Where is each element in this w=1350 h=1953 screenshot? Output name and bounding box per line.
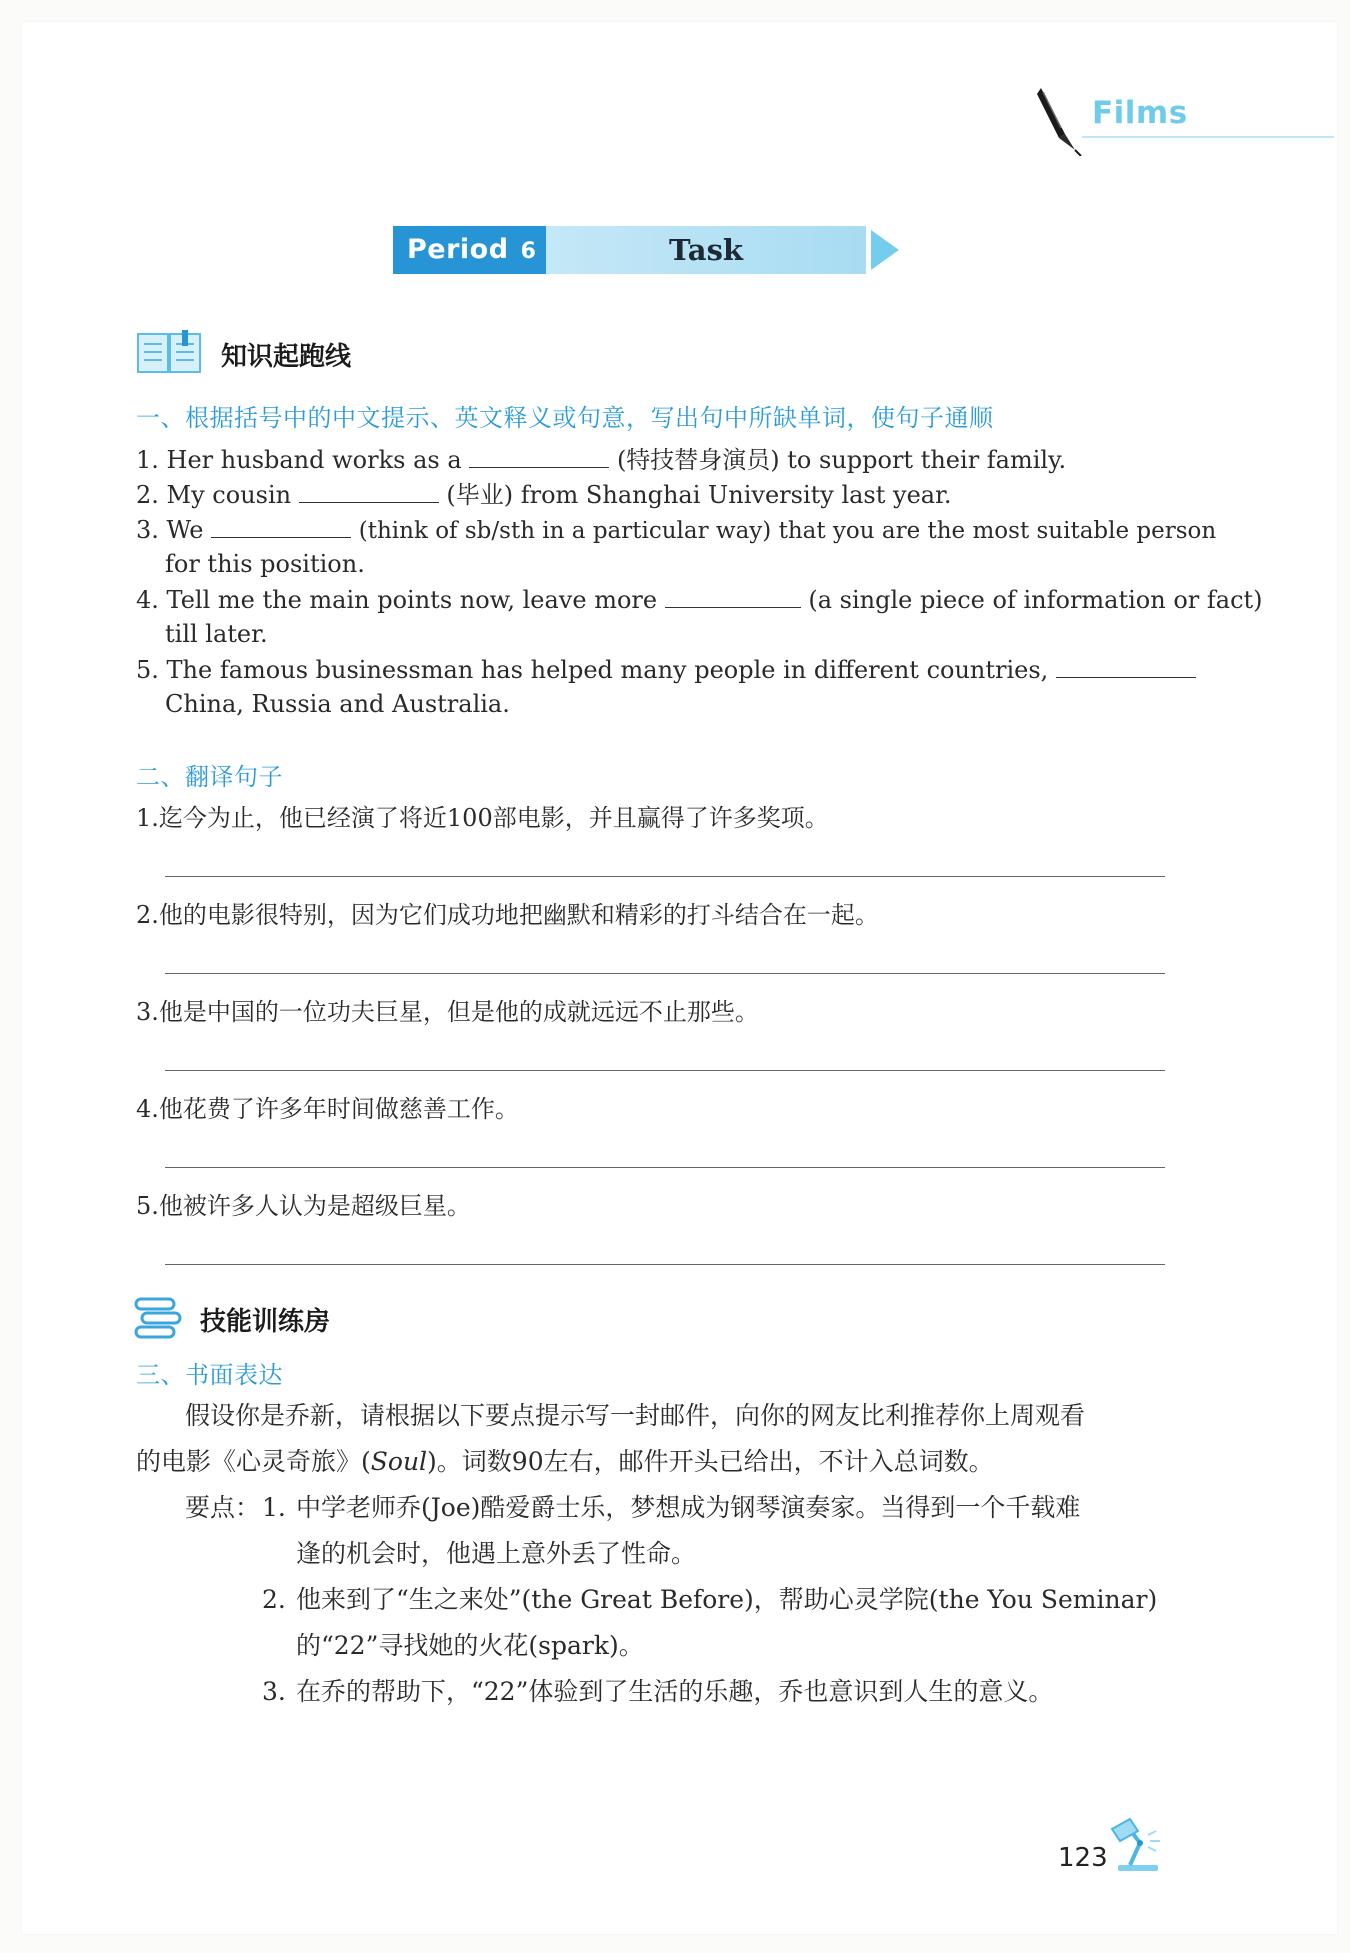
translate-item-4	[136, 1094, 519, 1124]
translate-item-3	[136, 997, 759, 1027]
section-title-knowledge: 知识起跑线	[221, 342, 352, 372]
desk-lamp-icon	[1108, 1815, 1166, 1873]
period-label: Period	[407, 234, 509, 265]
item-text-after: (特技替身演员) to support their family.	[616, 446, 1067, 474]
section-title-skills: 技能训练房	[200, 1307, 331, 1337]
period-label-box	[393, 226, 546, 274]
answer-line[interactable]	[165, 1167, 1165, 1168]
answer-line[interactable]	[165, 1264, 1165, 1265]
point-1-line2: 逢的机会时，他遇上意外丢了性命。	[296, 1539, 697, 1568]
item-number: 5.	[136, 656, 159, 684]
item-text-after: (think of sb/sth in a particular way) that you are the most suitable person	[358, 518, 1217, 544]
item-number: 2.	[136, 481, 159, 509]
fill-item-1	[136, 445, 1066, 475]
period-number: 6	[520, 239, 537, 264]
item-text: 他是中国的一位功夫巨星，但是他的成就远远不止那些。	[158, 998, 759, 1026]
film-title: Soul	[370, 1447, 428, 1476]
item-number: 3.	[136, 516, 159, 544]
fill-item-3	[136, 515, 1216, 546]
item-text-before: My cousin	[166, 481, 292, 509]
fill-item-5-cont: China, Russia and Australia.	[165, 690, 510, 718]
item-text: 他花费了许多年时间做慈善工作。	[158, 1095, 519, 1123]
fill-item-5	[136, 655, 1196, 685]
item-number: 1.	[136, 804, 159, 832]
open-book-icon	[136, 330, 204, 376]
period-banner	[393, 226, 913, 274]
item-number: 2.	[136, 901, 159, 929]
item-text: 迄今为止，他已经演了将近100部电影，并且赢得了许多奖项。	[158, 804, 829, 832]
item-number: 3.	[136, 998, 159, 1026]
fill-item-4-cont: till later.	[165, 620, 268, 648]
item-number: 1.	[136, 446, 159, 474]
item-text: 他的电影很特别，因为它们成功地把幽默和精彩的打斗结合在一起。	[158, 901, 879, 929]
answer-blank[interactable]	[469, 445, 609, 468]
item-number: 4.	[136, 586, 159, 614]
header-rule	[1082, 136, 1334, 138]
unit-title: Films	[1092, 95, 1188, 131]
fill-item-4	[136, 585, 1263, 615]
answer-line[interactable]	[165, 973, 1165, 974]
item-text-after: (a single piece of information or fact)	[808, 586, 1263, 614]
intro-text: 的电影《心灵奇旅》(	[136, 1447, 371, 1476]
points-label: 要点：	[185, 1493, 261, 1522]
answer-blank[interactable]	[299, 480, 439, 503]
fill-item-3-cont: for this position.	[165, 550, 365, 578]
answer-blank[interactable]	[211, 515, 351, 538]
point-1-number: 1.	[262, 1493, 286, 1522]
answer-line[interactable]	[165, 876, 1165, 877]
fill-item-2	[136, 480, 952, 510]
item-text-before: Tell me the main points now, leave more	[166, 586, 658, 614]
item-text: 他被许多人认为是超级巨星。	[158, 1192, 471, 1220]
item-number: 4.	[136, 1095, 159, 1123]
task-label: Task	[546, 226, 866, 274]
point-2-line1: 他来到了“生之来处”(the Great Before)，帮助心灵学院(the You Seminar)	[296, 1585, 1158, 1614]
fountain-pen-icon	[1035, 86, 1083, 156]
item-number: 5.	[136, 1192, 159, 1220]
point-2-line2: 的“22”寻找她的火花(spark)。	[296, 1631, 644, 1660]
writing-intro-line1: 假设你是乔新，请根据以下要点提示写一封邮件，向你的网友比利推荐你上周观看	[185, 1401, 1086, 1430]
part2-heading: 二、翻译句子	[136, 763, 283, 791]
part3-heading: 三、书面表达	[136, 1361, 283, 1389]
item-text-after: (毕业) from Shanghai University last year.	[446, 481, 952, 509]
point-3-line1: 在乔的帮助下，“22”体验到了生活的乐趣，乔也意识到人生的意义。	[296, 1677, 1054, 1706]
item-text-before: The famous businessman has helped many people in different countries,	[166, 656, 1049, 684]
item-text-before: Her husband works as a	[166, 446, 462, 474]
point-3-number: 3.	[262, 1677, 286, 1706]
page-number: 123	[1058, 1843, 1108, 1873]
translate-item-2	[136, 900, 879, 930]
item-text-before: We	[166, 516, 204, 544]
intro-text: )。词数90左右，邮件开头已给出，不计入总词数。	[427, 1447, 994, 1476]
writing-intro-line2	[136, 1446, 994, 1478]
answer-line[interactable]	[165, 1070, 1165, 1071]
banner-arrow-icon	[871, 230, 899, 270]
translate-item-1	[136, 803, 829, 833]
stacked-lines-icon	[134, 1297, 182, 1341]
point-2-number: 2.	[262, 1585, 286, 1614]
translate-item-5	[136, 1191, 471, 1221]
point-1-line1: 中学老师乔(Joe)酷爱爵士乐，梦想成为钢琴演奏家。当得到一个千载难	[296, 1493, 1081, 1522]
part1-heading: 一、根据括号中的中文提示、英文释义或句意，写出句中所缺单词，使句子通顺	[136, 404, 994, 432]
answer-blank[interactable]	[665, 585, 801, 608]
page	[22, 22, 1337, 1934]
answer-blank[interactable]	[1056, 655, 1196, 678]
